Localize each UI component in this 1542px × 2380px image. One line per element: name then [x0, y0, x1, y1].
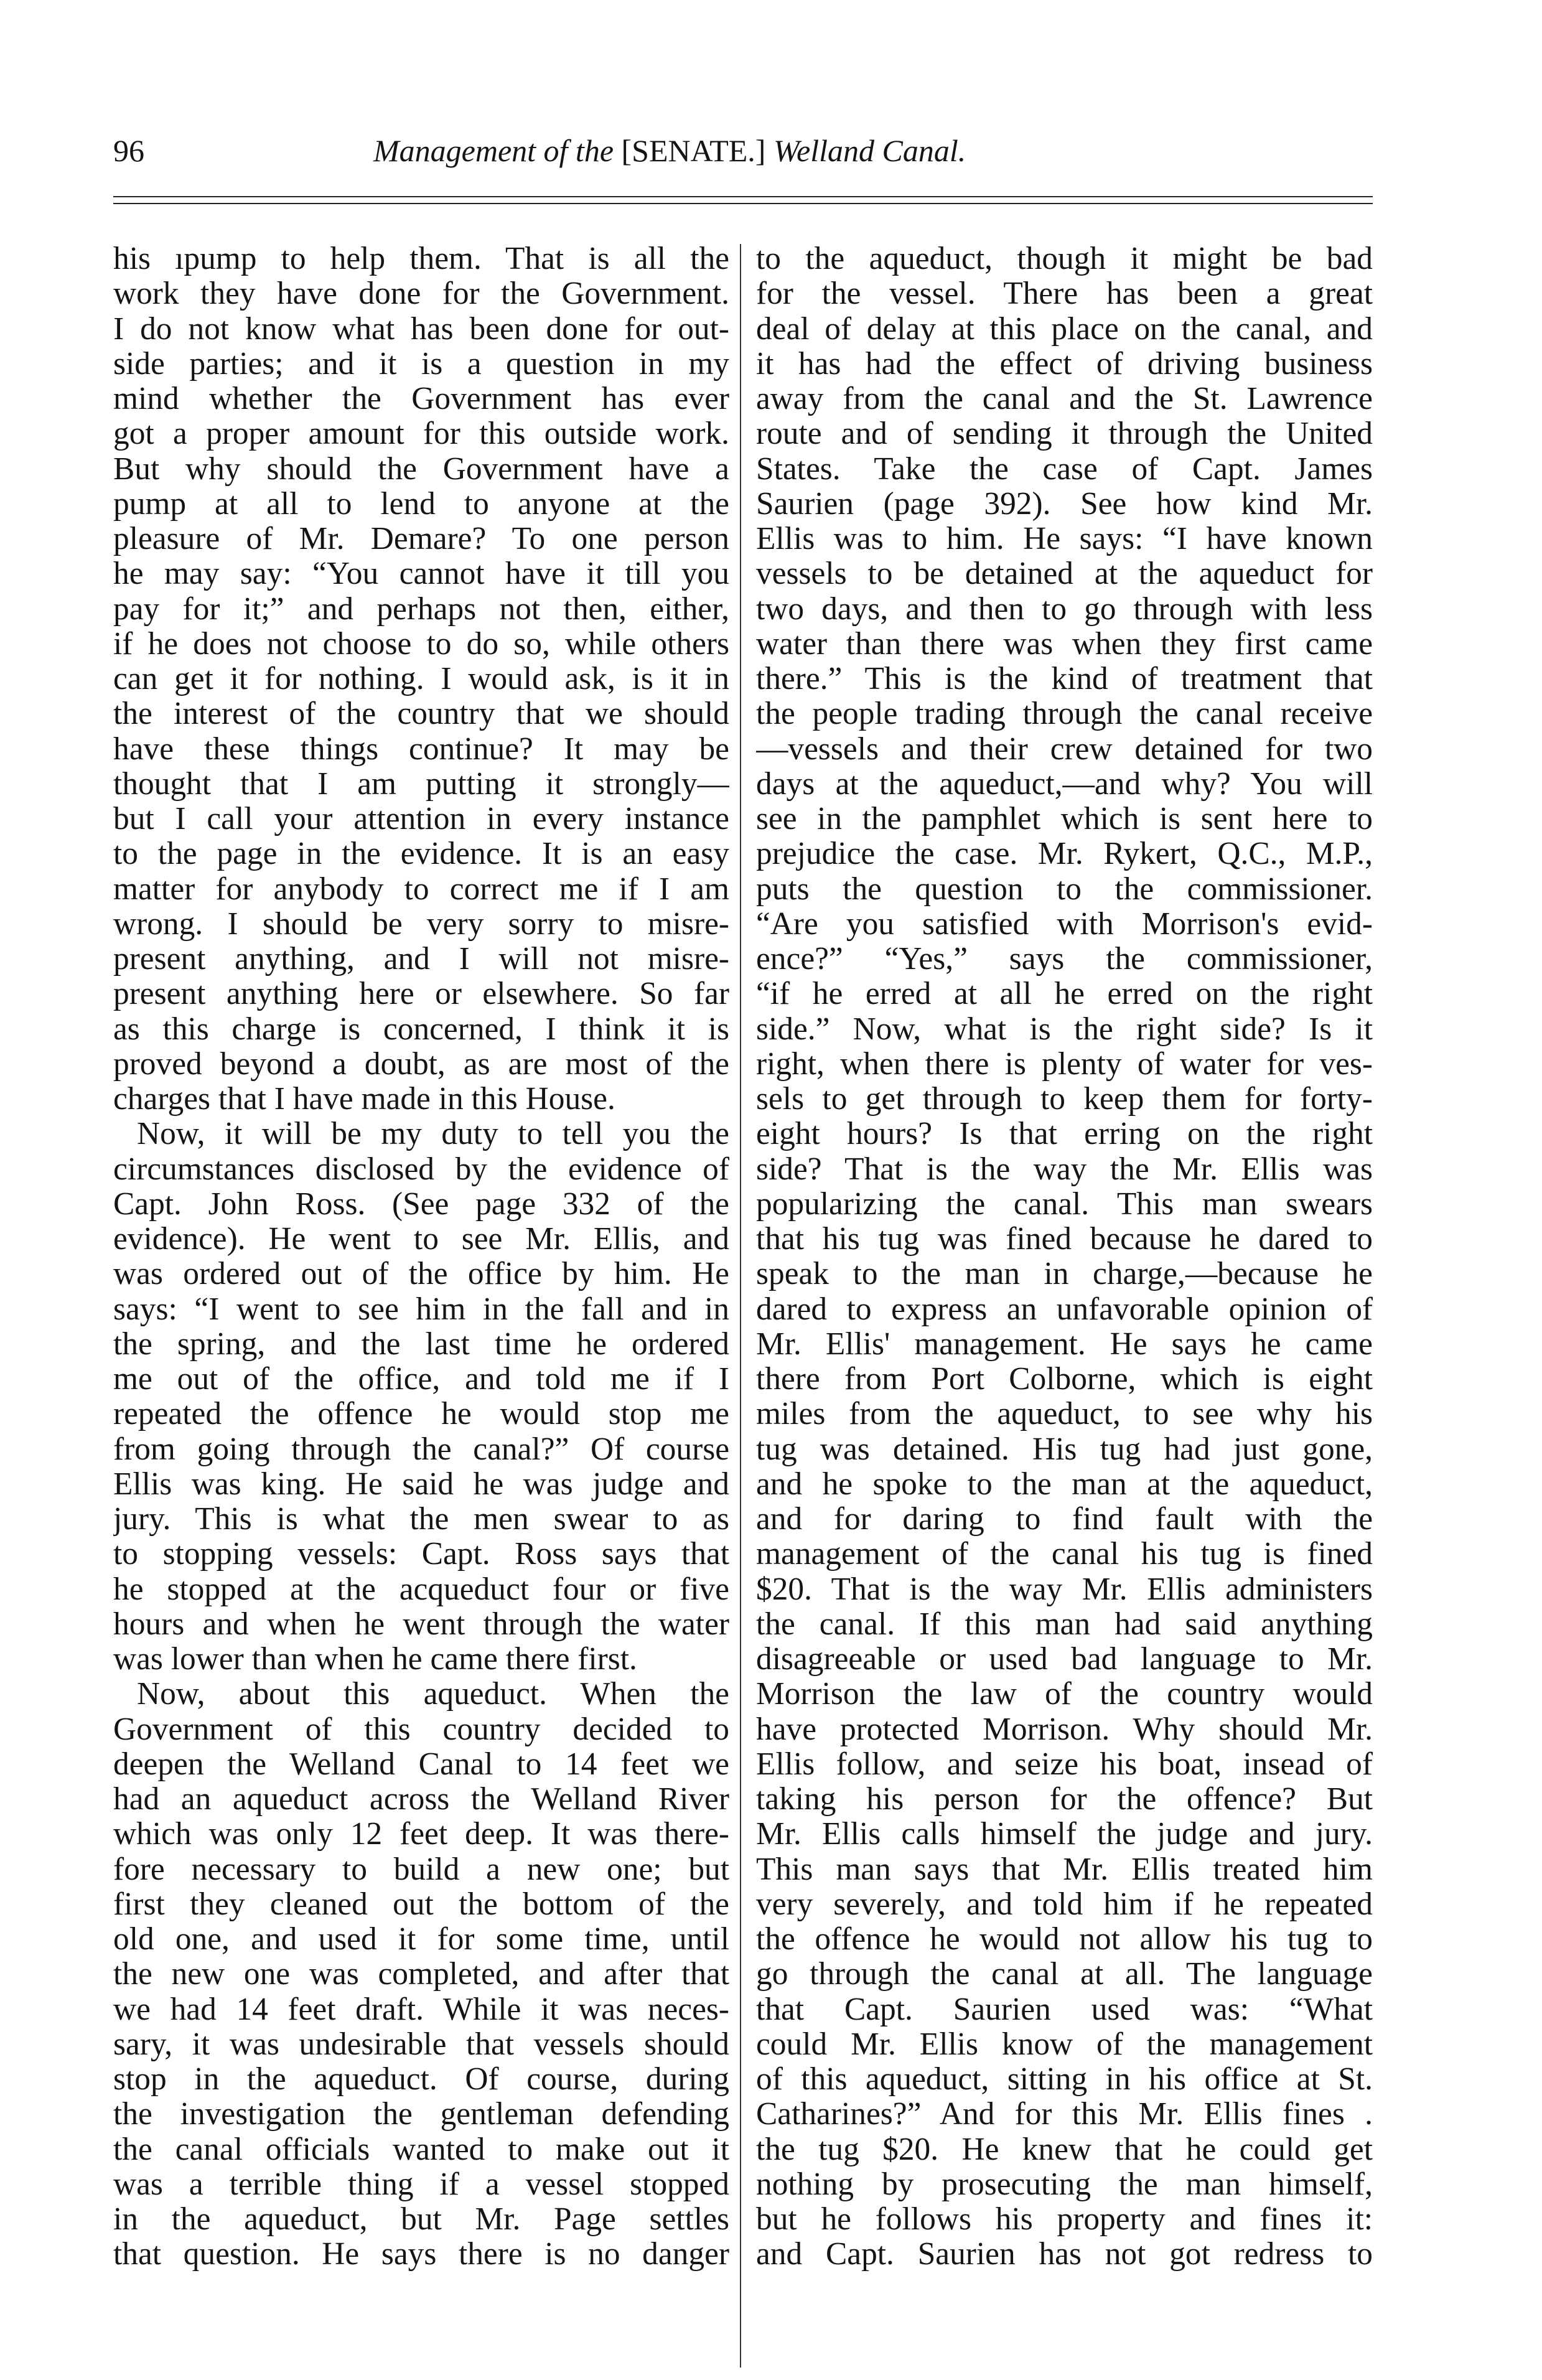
right-column-line: nothing by prosecuting the man himself,	[756, 2167, 1373, 2202]
right-column-line: tug was detained. His tug had just gone,	[756, 1431, 1373, 1467]
left-column-line: fore necessary to build a new one; but	[113, 1852, 729, 1887]
left-column-line: his ıpump to help them. That is all the	[113, 241, 729, 276]
left-column-line: but I call your attention in every instance	[113, 802, 729, 836]
right-column-line: and for daring to find fault with the	[756, 1502, 1373, 1537]
right-column-line: of this aqueduct, sitting in his office at St.	[756, 2062, 1373, 2097]
left-column-line: evidence). He went to see Mr. Ellis, and	[113, 1222, 729, 1257]
left-column-line: from going through the canal?” Of course	[113, 1431, 729, 1467]
column-divider	[740, 244, 741, 2368]
right-column-line: see in the pamphlet which is sent here to	[756, 802, 1373, 836]
right-column-line: side.” Now, what is the right side? Is it	[756, 1011, 1373, 1047]
right-column-line: deal of delay at this place on the canal, and	[756, 311, 1373, 347]
left-column-line: jury. This is what the men swear to as	[113, 1502, 729, 1537]
right-column-line: for the vessel. There has been a great	[756, 276, 1373, 312]
right-column-line: “Are you satisfied with Morrison's evid-	[756, 906, 1373, 942]
left-column-line: pump at all to lend to anyone at the	[113, 486, 729, 522]
running-title	[373, 133, 966, 168]
running-title-prefix: Management of the	[373, 133, 614, 168]
left-column-line: the spring, and the last time he ordered	[113, 1326, 729, 1362]
left-column-line: the investigation the gentleman defending	[113, 2097, 729, 2132]
right-column-line: puts the question to the commissioner.	[756, 871, 1373, 907]
left-column-line: first they cleaned out the bottom of the	[113, 1886, 729, 1922]
left-column-line: had an aqueduct across the Welland River	[113, 1782, 729, 1817]
left-column-line: can get it for nothing. I would ask, is it in	[113, 662, 729, 696]
right-column-line: the tug $20. He knew that he could get	[756, 2132, 1373, 2167]
right-column-line: taking his person for the offence? But	[756, 1782, 1373, 1817]
right-column-line: dared to express an unfavorable opinion of	[756, 1291, 1373, 1327]
left-column-line: hours and when he went through the water	[113, 1606, 729, 1642]
right-column-line: water than there was when they first came	[756, 626, 1373, 662]
left-column-line: we had 14 feet draft. While it was neces-	[113, 1992, 729, 2027]
left-column	[113, 241, 729, 2272]
left-column-line: have these things continue? It may be	[113, 731, 729, 767]
left-column-line: pay for it;” and perhaps not then, either,	[113, 591, 729, 627]
right-column-line: right, when there is plenty of water for ves-	[756, 1046, 1373, 1082]
right-column-line: there.” This is the kind of treatment that	[756, 662, 1373, 696]
right-column-line: very severely, and told him if he repeated	[756, 1886, 1373, 1922]
left-column-line: present anything, and I will not misre-	[113, 942, 729, 977]
left-column-line: sary, it was undesirable that vessels should	[113, 2026, 729, 2062]
left-column-line: stop in the aqueduct. Of course, during	[113, 2062, 729, 2097]
right-column-line: Saurien (page 392). See how kind Mr.	[756, 486, 1373, 522]
right-column-line: and he spoke to the man at the aqueduct,	[756, 1466, 1373, 1502]
left-column-line: if he does not choose to do so, while others	[113, 626, 729, 662]
right-column-line: miles from the aqueduct, to see why his	[756, 1397, 1373, 1432]
right-column-line: management of the canal his tug is fined	[756, 1537, 1373, 1572]
right-column-line: ence?” “Yes,” says the commissioner,	[756, 942, 1373, 977]
left-column-line: to stopping vessels: Capt. Ross says that	[113, 1537, 729, 1572]
running-title-senate: [SENATE.]	[621, 133, 766, 168]
right-column-line: “if he erred at all he erred on the right	[756, 977, 1373, 1012]
left-column-line: pleasure of Mr. Demare? To one person	[113, 522, 729, 556]
left-column-line: But why should the Government have a	[113, 451, 729, 487]
left-column-line: was lower than when he came there first.	[113, 1642, 637, 1677]
left-column-line: he may say: “You cannot have it till you	[113, 556, 729, 592]
right-column-line: days at the aqueduct,—and why? You will	[756, 766, 1373, 802]
left-column-line: was ordered out of the office by him. He	[113, 1257, 729, 1292]
left-column-line: charges that I have made in this House.	[113, 1082, 615, 1117]
right-column-line: two days, and then to go through with less	[756, 591, 1373, 627]
right-column-line: popularizing the canal. This man swears	[756, 1186, 1373, 1222]
left-column-line: old one, and used it for some time, until	[113, 1922, 729, 1957]
right-column-line: vessels to be detained at the aqueduct for	[756, 556, 1373, 592]
left-column-line: side parties; and it is a question in my	[113, 346, 729, 382]
right-column-line: the canal. If this man had said anything	[756, 1606, 1373, 1642]
left-column-line: says: “I went to see him in the fall and in	[113, 1291, 729, 1327]
left-column-line: as this charge is concerned, I think it is	[113, 1011, 729, 1047]
left-column-line: Now, about this aqueduct. When the	[137, 1677, 729, 1712]
left-column-line: circumstances disclosed by the evidence of	[113, 1151, 729, 1187]
header-rule-bottom	[113, 203, 1373, 204]
left-column-line: the interest of the country that we should	[113, 696, 729, 732]
left-column-line: wrong. I should be very sorry to misre-	[113, 906, 729, 942]
left-column-line: which was only 12 feet deep. It was there-	[113, 1817, 729, 1852]
left-column-line: I do not know what has been done for out-	[113, 311, 729, 347]
right-column-line: prejudice the case. Mr. Rykert, Q.C., M.P.,	[756, 836, 1373, 872]
right-column-line: disagreeable or used bad language to Mr.	[756, 1642, 1373, 1677]
left-column-line: Ellis was king. He said he was judge and	[113, 1466, 729, 1502]
right-column	[756, 241, 1373, 2272]
left-column-line: in the aqueduct, but Mr. Page settles	[113, 2202, 729, 2237]
right-column-line: could Mr. Ellis know of the management	[756, 2026, 1373, 2062]
left-column-line: to the page in the evidence. It is an easy	[113, 836, 729, 872]
right-column-line: eight hours? Is that erring on the right	[756, 1117, 1373, 1152]
left-column-line: that question. He says there is no danger	[113, 2237, 729, 2272]
right-column-line: and Capt. Saurien has not got redress to	[756, 2237, 1373, 2272]
right-column-line: —vessels and their crew detained for two	[756, 731, 1373, 767]
left-column-line: work they have done for the Government.	[113, 276, 729, 312]
left-column-line: the new one was completed, and after that	[113, 1957, 729, 1992]
left-column-line: Capt. John Ross. (See page 332 of the	[113, 1186, 729, 1222]
page-number: 96	[113, 133, 144, 168]
left-column-line: Now, it will be my duty to tell you the	[137, 1117, 729, 1152]
right-column-line: speak to the man in charge,—because he	[756, 1257, 1373, 1292]
left-column-line: got a proper amount for this outside work.	[113, 416, 729, 452]
right-column-line: that his tug was fined because he dared to	[756, 1222, 1373, 1257]
right-column-line: Ellis follow, and seize his boat, insead of	[756, 1746, 1373, 1782]
right-column-line: sels to get through to keep them for forty-	[756, 1082, 1373, 1117]
right-column-line: Catharines?” And for this Mr. Ellis fines .	[756, 2097, 1373, 2132]
right-column-line: go through the canal at all. The language	[756, 1957, 1373, 1992]
left-column-line: proved beyond a doubt, as are most of the	[113, 1046, 729, 1082]
right-column-line: side? That is the way the Mr. Ellis was	[756, 1151, 1373, 1187]
right-column-line: $20. That is the way Mr. Ellis administers	[756, 1572, 1373, 1607]
right-column-line: route and of sending it through the United	[756, 416, 1373, 452]
right-column-line: Morrison the law of the country would	[756, 1677, 1373, 1712]
right-column-line: to the aqueduct, though it might be bad	[756, 241, 1373, 276]
right-column-line: the people trading through the canal receive	[756, 696, 1373, 732]
left-column-line: the canal officials wanted to make out it	[113, 2132, 729, 2167]
right-column-line: but he follows his property and fines it:	[756, 2202, 1373, 2237]
left-column-line: repeated the offence he would stop me	[113, 1397, 729, 1432]
running-title-suffix: Welland Canal.	[773, 133, 966, 168]
right-column-line: the offence he would not allow his tug to	[756, 1922, 1373, 1957]
left-column-line: mind whether the Government has ever	[113, 382, 729, 416]
left-column-line: was a terrible thing if a vessel stopped	[113, 2167, 729, 2202]
right-column-line: that Capt. Saurien used was: “What	[756, 1992, 1373, 2027]
header-rule-top	[113, 196, 1373, 197]
left-column-line: deepen the Welland Canal to 14 feet we	[113, 1746, 729, 1782]
right-column-line: States. Take the case of Capt. James	[756, 451, 1373, 487]
left-column-line: thought that I am putting it strongly—	[113, 766, 729, 802]
right-column-line: Mr. Ellis' management. He says he came	[756, 1326, 1373, 1362]
right-column-line: it has had the effect of driving business	[756, 346, 1373, 382]
left-column-line: he stopped at the acqueduct four or five	[113, 1572, 729, 1607]
right-column-line: away from the canal and the St. Lawrence	[756, 382, 1373, 416]
right-column-line: have protected Morrison. Why should Mr.	[756, 1712, 1373, 1747]
right-column-line: Ellis was to him. He says: “I have known	[756, 522, 1373, 556]
right-column-line: Mr. Ellis calls himself the judge and jury.	[756, 1817, 1373, 1852]
left-column-line: Government of this country decided to	[113, 1712, 729, 1747]
right-column-line: This man says that Mr. Ellis treated him	[756, 1852, 1373, 1887]
left-column-line: matter for anybody to correct me if I am	[113, 871, 729, 907]
left-column-line: me out of the office, and told me if I	[113, 1362, 729, 1397]
right-column-line: there from Port Colborne, which is eight	[756, 1362, 1373, 1397]
left-column-line: present anything here or elsewhere. So far	[113, 977, 729, 1012]
